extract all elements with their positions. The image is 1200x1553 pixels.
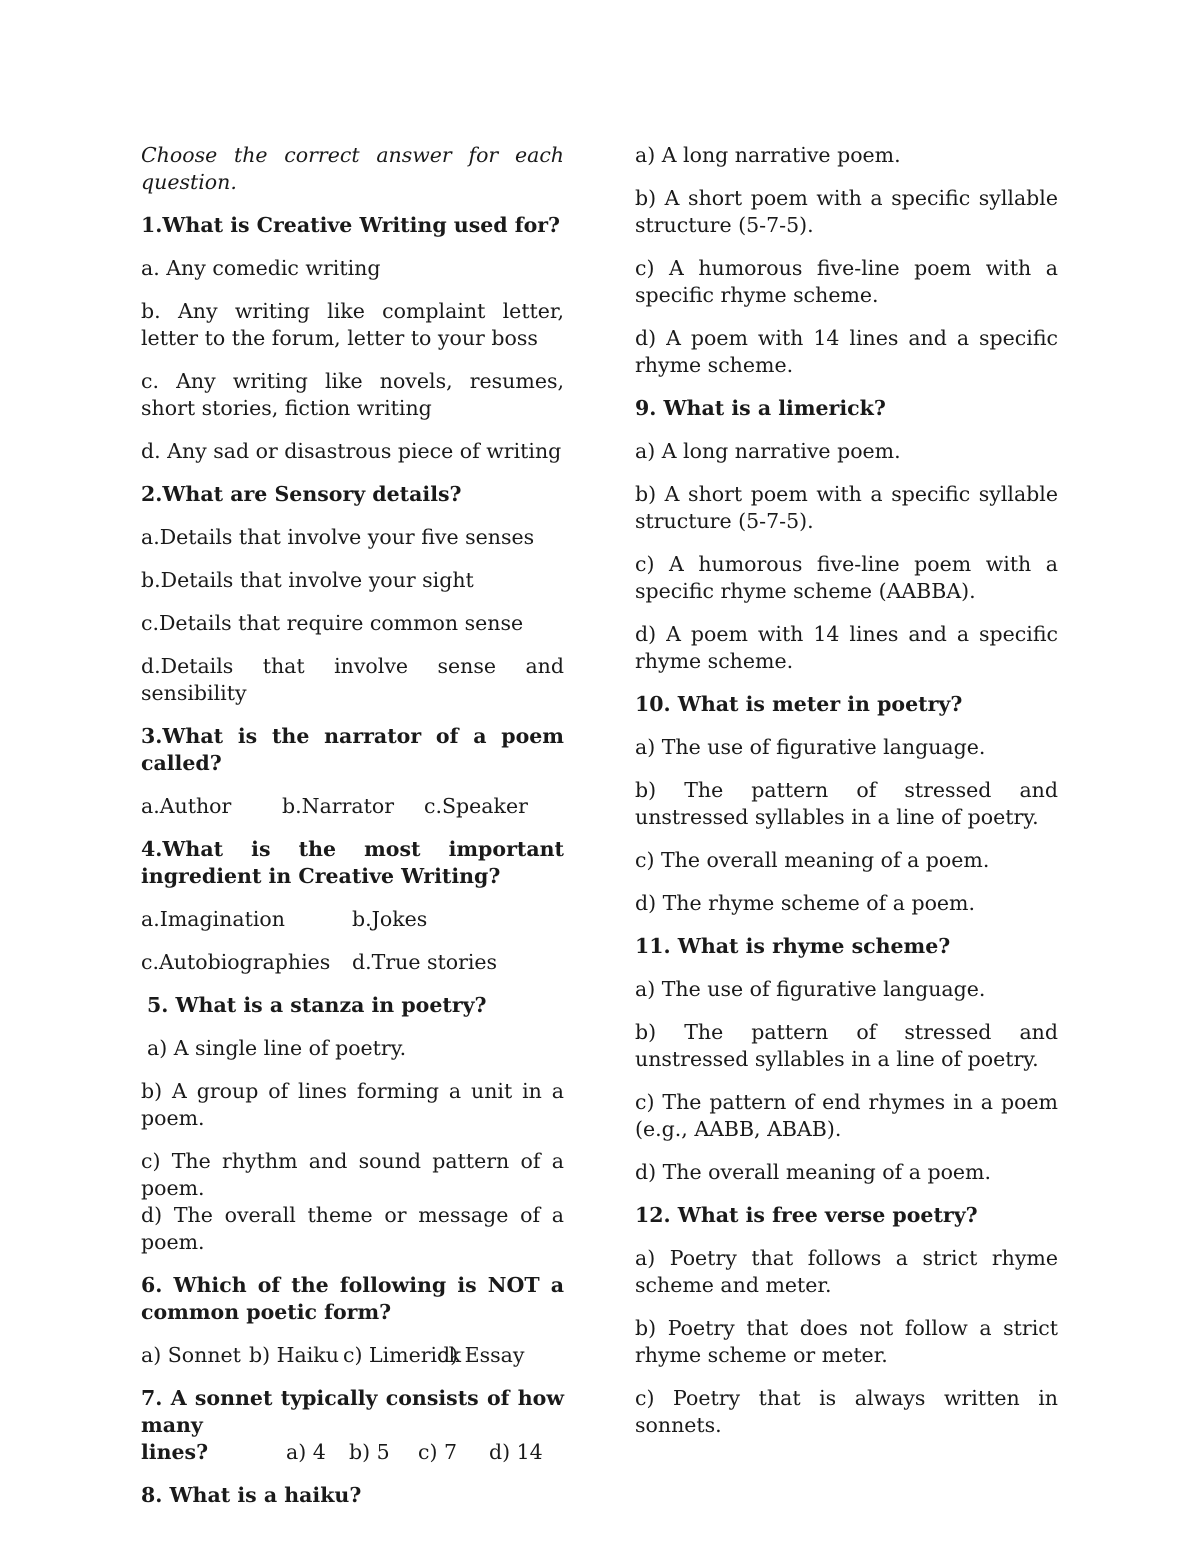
q12-option-a: a) Poetry that follows a strict rhyme scheme and meter. [635, 1246, 1058, 1297]
question-1: 1.What is Creative Writing used for? [141, 213, 561, 237]
q9-option-d: d) A poem with 14 lines and a specific rhyme scheme. [635, 622, 1058, 673]
q1-option-d: d. Any sad or disastrous piece of writing [141, 439, 562, 463]
q6-option-a: a) Sonnet [141, 1343, 241, 1367]
question-10: 10. What is meter in poetry? [635, 692, 963, 716]
q2-option-c: c.Details that require common sense [141, 611, 524, 635]
q9-option-c: c) A humorous five-line poem with a specific rhyme scheme (AABBA). [635, 552, 1058, 603]
q2-option-d: d.Details that involve sense and sensibility [141, 654, 564, 705]
q11-option-d: d) The overall meaning of a poem. [635, 1160, 991, 1184]
q4-option-a: a.Imagination [141, 907, 285, 931]
q7-option-b: b) 5 [349, 1440, 390, 1464]
question-8: 8. What is a haiku? [141, 1483, 362, 1507]
q9-option-a: a) A long narrative poem. [635, 439, 901, 463]
q7-option-d: d) 14 [489, 1440, 543, 1464]
question-4: 4.What is the most important ingredient in Creative Writing? [141, 837, 564, 888]
q4-options-row-1 [141, 906, 564, 933]
q8-option-d: d) A poem with 14 lines and a specific rhyme scheme. [635, 326, 1058, 377]
question-6: 6. Which of the following is NOT a common poetic form? [141, 1273, 564, 1324]
q4-options-row-2 [141, 949, 564, 976]
question-5: 5. What is a stanza in poetry? [147, 993, 487, 1017]
q1-option-a: a. Any comedic writing [141, 256, 381, 280]
q8-option-b: b) A short poem with a specific syllable structure (5-7-5). [635, 186, 1058, 237]
q3-option-b: b.Narrator [282, 794, 394, 818]
q5-option-d: d) The overall theme or message of a poem. [141, 1203, 564, 1254]
q7-line-2 [141, 1439, 564, 1466]
instruction-text: Choose the correct answer for each question. [141, 143, 564, 194]
q4-option-d: d.True stories [352, 950, 498, 974]
question-7-line-1: 7. A sonnet typically consists of how many [141, 1386, 564, 1437]
q10-option-a: a) The use of figurative language. [635, 735, 986, 759]
q4-option-b: b.Jokes [352, 907, 428, 931]
q1-option-b: b. Any writing like complaint letter, letter to the forum, letter to your boss [141, 299, 564, 350]
q6-option-b: b) Haiku [249, 1343, 339, 1367]
q5-option-c: c) The rhythm and sound pattern of a poem. [141, 1149, 564, 1200]
q8-option-a: a) A long narrative poem. [635, 143, 901, 167]
q12-option-c: c) Poetry that is always written in sonnets. [635, 1386, 1058, 1437]
question-12: 12. What is free verse poetry? [635, 1203, 978, 1227]
q4-option-c: c.Autobiographies [141, 950, 331, 974]
q3-option-c: c.Speaker [424, 794, 528, 818]
q7-option-c: c) 7 [418, 1440, 458, 1464]
q5-option-b: b) A group of lines forming a unit in a poem. [141, 1079, 564, 1130]
q10-option-d: d) The rhyme scheme of a poem. [635, 891, 975, 915]
question-11: 11. What is rhyme scheme? [635, 934, 951, 958]
question-9: 9. What is a limerick? [635, 396, 886, 420]
question-3: 3.What is the narrator of a poem called? [141, 724, 564, 775]
q11-option-a: a) The use of figurative language. [635, 977, 986, 1001]
q8-option-c: c) A humorous five-line poem with a specific rhyme scheme. [635, 256, 1058, 307]
q11-option-c: c) The pattern of end rhymes in a poem (e.g., AABB, ABAB). [635, 1090, 1058, 1141]
q3-options [141, 793, 564, 820]
q5-option-a: a) A single line of poetry. [147, 1036, 407, 1060]
q1-option-c: c. Any writing like novels, resumes, short stories, fiction writing [141, 369, 564, 420]
q7-option-a: a) 4 [286, 1440, 326, 1464]
q10-option-b: b) The pattern of stressed and unstressed syllables in a line of poetry. [635, 778, 1058, 829]
q3-option-a: a.Author [141, 794, 232, 818]
q11-option-b: b) The pattern of stressed and unstressed syllables in a line of poetry. [635, 1020, 1058, 1071]
right-column [635, 142, 1058, 1455]
q12-option-b: b) Poetry that does not follow a strict rhyme scheme or meter. [635, 1316, 1058, 1367]
q6-option-c: c) Limerick [343, 1343, 461, 1367]
q10-option-c: c) The overall meaning of a poem. [635, 848, 990, 872]
q2-option-a: a.Details that involve your five senses [141, 525, 535, 549]
q6-option-d: d) Essay [437, 1343, 525, 1367]
q9-option-b: b) A short poem with a specific syllable structure (5-7-5). [635, 482, 1058, 533]
question-2: 2.What are Sensory details? [141, 482, 462, 506]
left-column [141, 142, 564, 1525]
q2-option-b: b.Details that involve your sight [141, 568, 474, 592]
q6-options [141, 1342, 564, 1369]
question-7-line-2: lines? [141, 1440, 209, 1464]
